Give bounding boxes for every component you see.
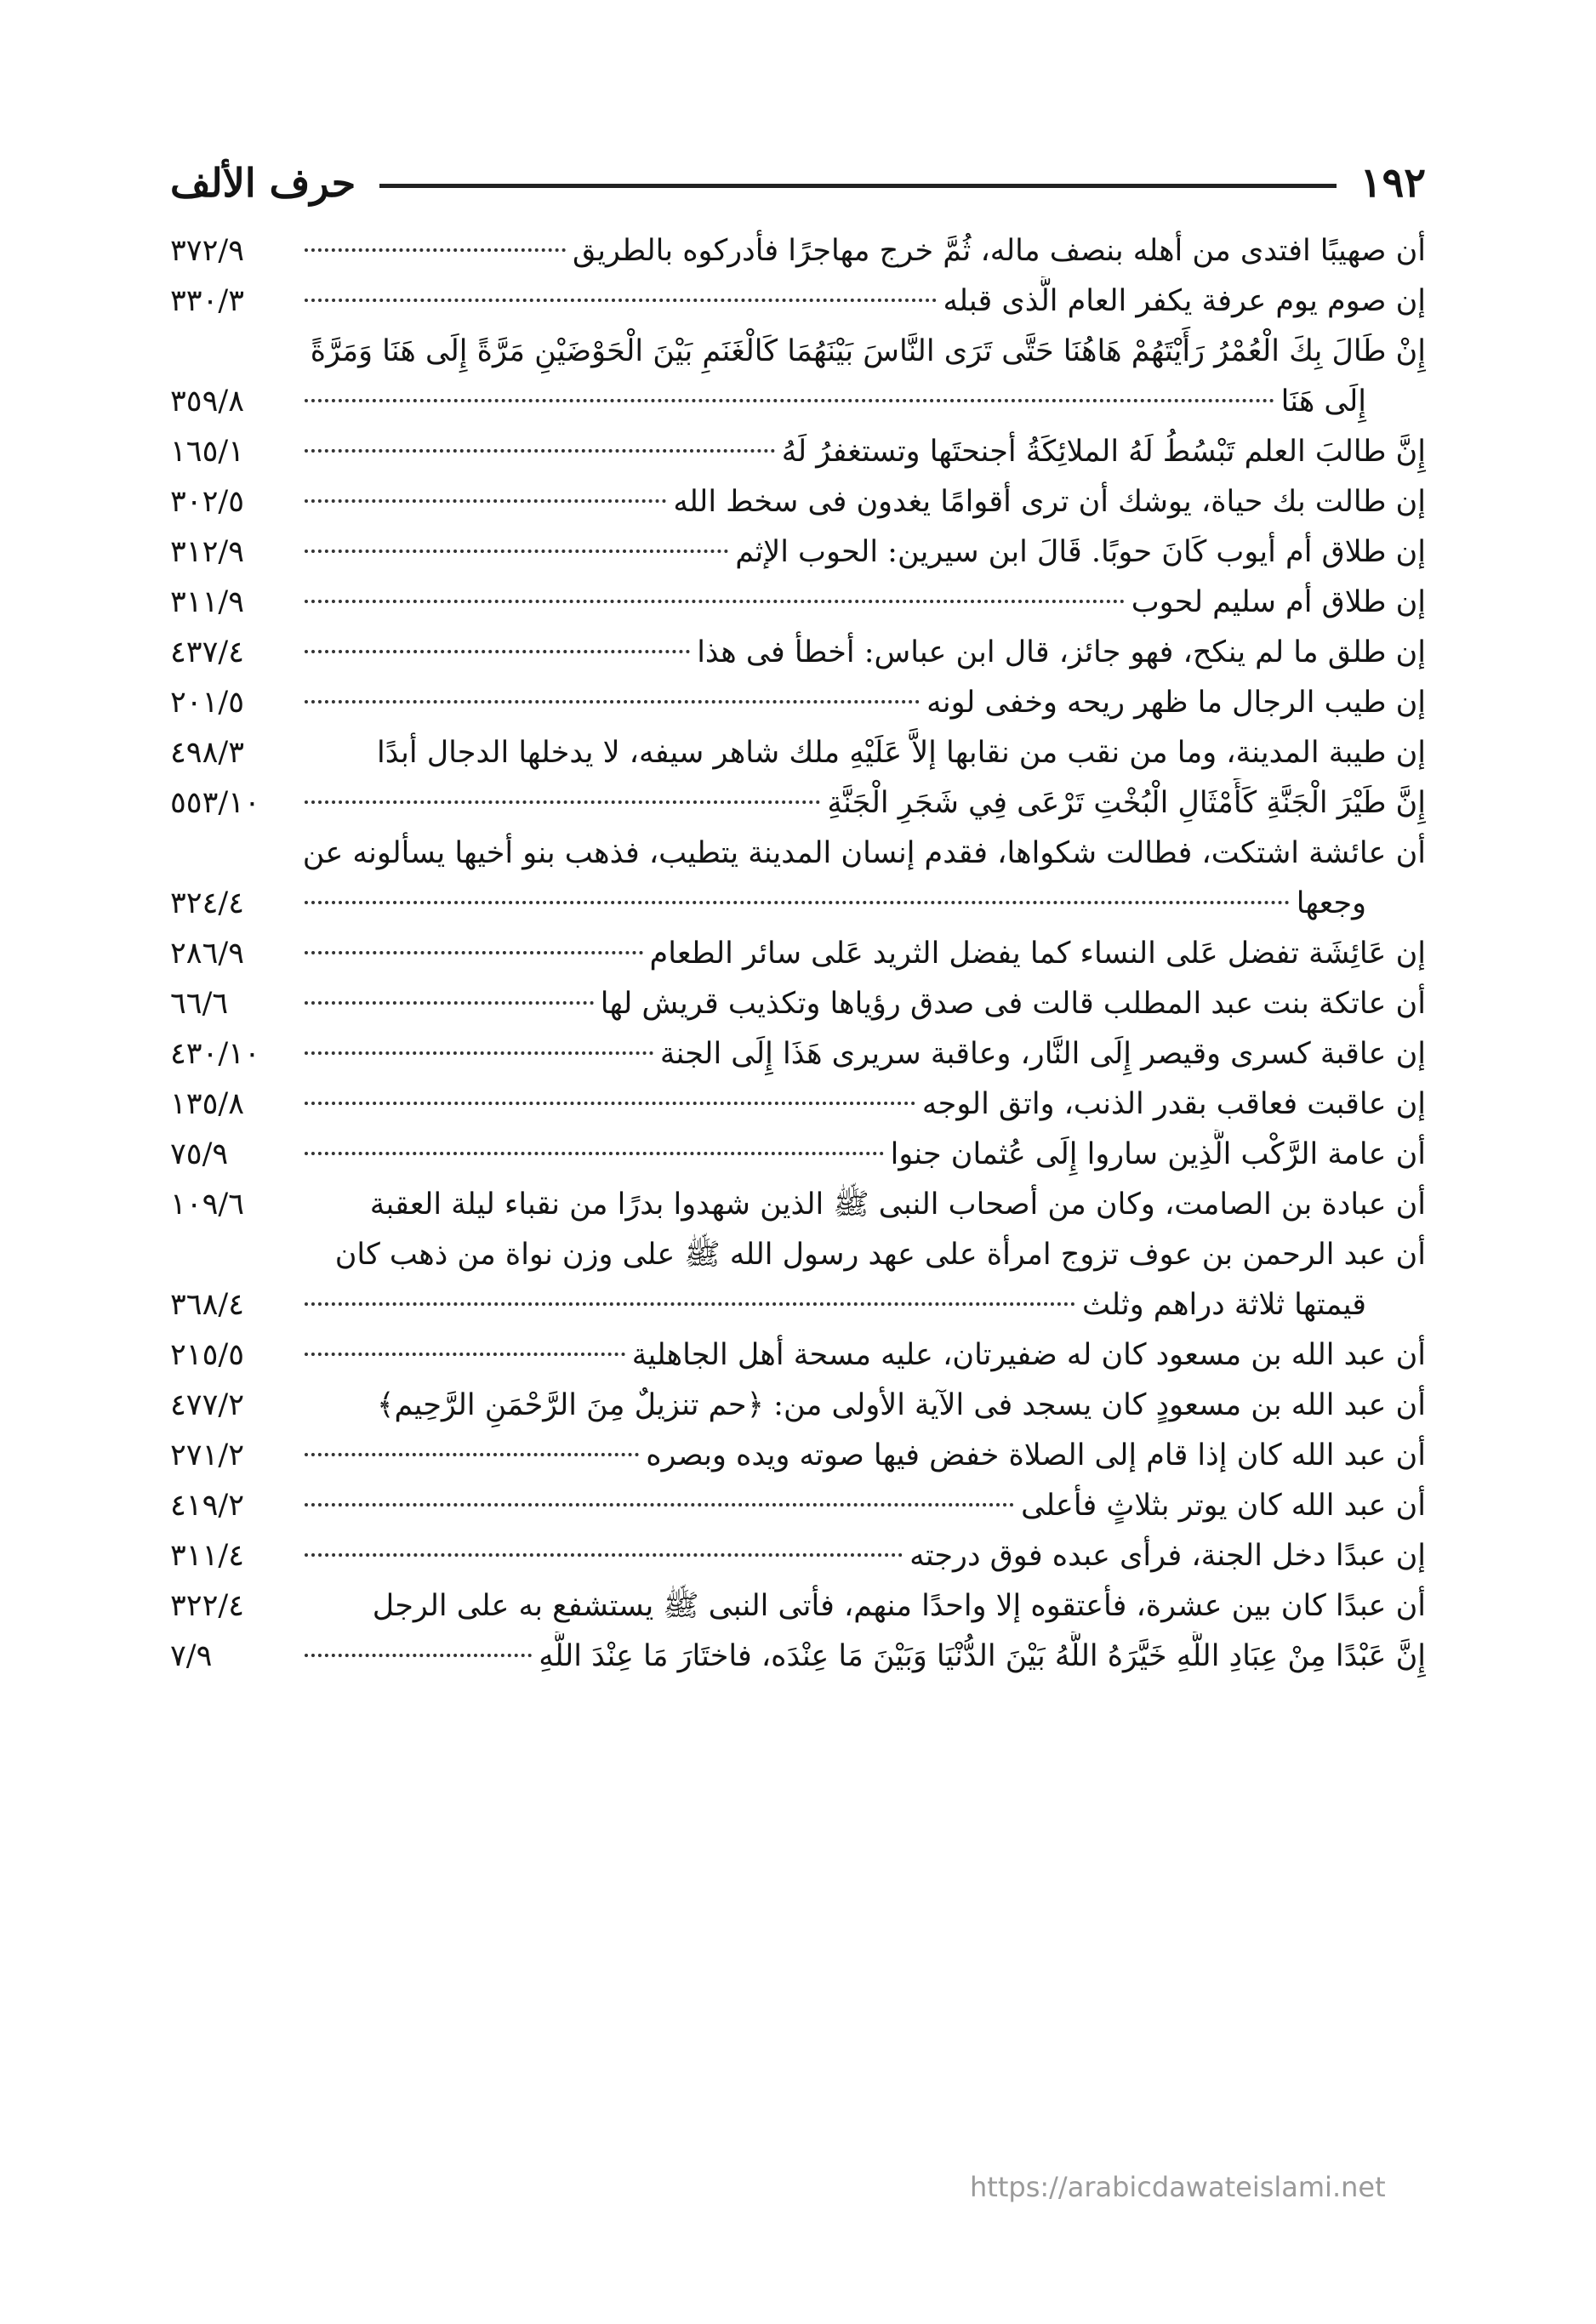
index-entry: [170, 678, 1426, 728]
index-entry: [170, 427, 1426, 477]
volume-page-reference: ٤٣٧/٤: [170, 635, 244, 669]
entry-text: أن عائشة اشتكت، فطالت شكواها، فقدم إنسان المدينة يتطيب، فذهب بنو أخيها يسألونه عن: [302, 836, 1426, 870]
dot-leader: [305, 1503, 1014, 1507]
volume-page-reference: ٣٣٠/٣: [170, 284, 244, 318]
dot-leader: [305, 951, 643, 954]
entry-text: إن صوم يوم عرفة يكفر العام الَّذى قبله: [943, 284, 1426, 318]
index-entry: [170, 1531, 1426, 1581]
entry-line: [170, 1330, 1426, 1381]
volume-page-reference: ٢٧١/٢: [170, 1438, 244, 1472]
entry-line: [170, 1481, 1426, 1531]
index-entries: [170, 226, 1426, 1682]
volume-page-reference: ٢١٥/٥: [170, 1338, 244, 1372]
dot-leader: [305, 1302, 1075, 1306]
entry-continuation-text: إِلَى هَنَا: [1280, 384, 1366, 419]
entry-text: أن صهيبًا افتدى من أهله بنصف ماله، ثُمَّ خرج مهاجرًا فأدركوه بالطريق: [573, 234, 1426, 268]
entry-line: [170, 226, 1426, 276]
dot-leader: [305, 700, 920, 703]
page-header: [170, 145, 1426, 221]
dot-leader: [305, 1353, 625, 1356]
entry-text: إن طيبة المدينة، وما من نقب من نقابها إلاَّ عَلَيْهِ ملك شاهر سيفه، لا يدخلها الدجال أبدًا: [377, 736, 1426, 770]
dot-leader: [305, 800, 820, 804]
section-title: حرف الألف: [170, 160, 356, 206]
index-entry: [170, 829, 1426, 929]
index-entry: [170, 1230, 1426, 1330]
entry-line: [170, 427, 1426, 477]
index-entry: [170, 1330, 1426, 1381]
index-entry: [170, 578, 1426, 628]
index-entry: [170, 1581, 1426, 1632]
index-entry: [170, 929, 1426, 979]
index-entry: [170, 628, 1426, 678]
entry-continuation-text: قيمتها ثلاثة دراهم وثلث: [1082, 1288, 1366, 1322]
index-entry: [170, 477, 1426, 527]
index-entry: [170, 778, 1426, 829]
entry-line: [170, 1581, 1426, 1632]
index-entry: [170, 1180, 1426, 1230]
entry-continuation-line: [170, 377, 1426, 427]
dot-leader: [305, 550, 728, 553]
entry-line: [170, 1079, 1426, 1130]
entry-line: [170, 477, 1426, 527]
entry-line: [170, 1180, 1426, 1230]
dot-leader: [305, 1654, 532, 1657]
dot-leader: [305, 499, 666, 503]
entry-text: إن عاقبت فعاقب بقدر الذنب، واتق الوجه: [921, 1087, 1426, 1121]
dot-leader: [305, 600, 1125, 603]
entry-text: إن طالت بك حياة، يوشك أن ترى أقوامًا يغدون فى سخط الله: [673, 485, 1426, 519]
volume-page-reference: ٤١٩/٢: [170, 1489, 244, 1523]
entry-text: أن عامة الرَّكْب الَّذِين ساروا إِلَى عُثمان جنوا: [890, 1137, 1426, 1171]
header-rule: [379, 184, 1336, 188]
entry-text: إن طيب الرجال ما ظهر ريحه وخفى لونه: [926, 686, 1426, 720]
entry-line: [170, 1130, 1426, 1180]
index-entry: [170, 327, 1426, 427]
volume-page-reference: ٣١١/٩: [170, 585, 244, 619]
dot-leader: [305, 1102, 915, 1105]
index-entry: [170, 1130, 1426, 1180]
entry-text: إن عاقبة كسرى وقيصر إِلَى النَّار، وعاقبة سريرى هَذَا إِلَى الجنة: [659, 1037, 1426, 1071]
index-entry: [170, 1381, 1426, 1431]
entry-text: أن عبد الله بن مسعود كان له ضفيرتان، عليه مسحة أهل الجاهلية: [631, 1338, 1426, 1372]
entry-line: [170, 778, 1426, 829]
entry-text: إِنَّ عَبْدًا مِنْ عِبَادِ اللَّهِ خَيَّرَهُ اللَّهُ بَيْنَ الدُّنْيَا وَبَيْنَ مَا عِنْدَه، فاختَارَ مَا عِنْدَ اللَّهِ: [539, 1639, 1426, 1673]
entry-text: إن طلاق أم سليم لحوب: [1131, 585, 1426, 619]
entry-text: إن عبدًا دخل الجنة، فرأى عبده فوق درجته: [909, 1539, 1426, 1573]
volume-page-reference: ٣٧٢/٩: [170, 234, 244, 268]
dot-leader: [305, 1051, 653, 1055]
volume-page-reference: ١٣٥/٨: [170, 1087, 244, 1121]
entry-line: [170, 578, 1426, 628]
volume-page-reference: ٣٦٨/٤: [170, 1288, 244, 1322]
index-entry: [170, 1079, 1426, 1130]
entry-line: [170, 728, 1426, 778]
volume-page-reference: ٧٥/٩: [170, 1137, 229, 1171]
entry-line: [170, 979, 1426, 1029]
dot-leader: [305, 1001, 594, 1005]
dot-leader: [305, 1453, 639, 1456]
volume-page-reference: ٣١٢/٩: [170, 535, 244, 569]
index-entry: [170, 1029, 1426, 1079]
entry-line: [170, 1632, 1426, 1682]
entry-text: أن عبد الله كان إذا قام إلى الصلاة خفض فيها صوته ويده وبصره: [646, 1438, 1426, 1472]
entry-text: إِنَّ طَيْرَ الْجَنَّةِ كَأَمْثَالِ الْبُخْتِ تَرْعَى فِي شَجَرِ الْجَنَّةِ: [827, 786, 1426, 820]
volume-page-reference: ٤٧٧/٢: [170, 1388, 244, 1422]
entry-continuation-line: [170, 1280, 1426, 1330]
entry-line: [170, 1029, 1426, 1079]
volume-page-reference: ١٦٥/١: [170, 435, 244, 469]
volume-page-reference: ١٠٩/٦: [170, 1188, 244, 1222]
volume-page-reference: ٣٢٤/٤: [170, 886, 244, 920]
volume-page-reference: ٦٦/٦: [170, 987, 229, 1021]
entry-line: [170, 1381, 1426, 1431]
dot-leader: [305, 1152, 884, 1155]
entry-line: [170, 628, 1426, 678]
volume-page-reference: ٣٠٢/٥: [170, 485, 244, 519]
dot-leader: [305, 399, 1274, 402]
entry-text: إن عَائِشَة تفضل عَلى النساء كما يفضل الثريد عَلى سائر الطعام: [649, 937, 1426, 971]
index-entry: [170, 276, 1426, 327]
index-entry: [170, 728, 1426, 778]
volume-page-reference: ٣٥٩/٨: [170, 384, 244, 419]
entry-line: [170, 1531, 1426, 1581]
volume-page-reference: ٣١١/٤: [170, 1539, 244, 1573]
entry-text: إن طلق ما لم ينكح، فهو جائز، قال ابن عباس: أخطأ فى هذا: [697, 635, 1426, 669]
entry-text: أن عبادة بن الصامت، وكان من أصحاب النبى ﷺ الذين شهدوا بدرًا من نقباء ليلة العقبة: [369, 1188, 1426, 1222]
index-entry: [170, 1431, 1426, 1481]
index-entry: [170, 527, 1426, 578]
index-entry: [170, 979, 1426, 1029]
dot-leader: [305, 901, 1290, 904]
dot-leader: [305, 1553, 903, 1557]
entry-text: إِنْ طَالَ بِكَ الْعُمْرُ رَأَيْتَهُمْ هَاهُنَا حَتَّى تَرَى النَّاسَ بَيْنَهُمَا كَالْغَنَمِ بَيْنَ الْحَوْضَيْنِ مَرَّةً إِلَى هَنَا وَمَرَّةً: [310, 334, 1426, 368]
entry-text: إِنَّ طالبَ العلم تَبْسُطُ لَهُ الملائِكَةُ أجنحتَها وتستغفرُ لَهُ: [781, 435, 1426, 469]
page-number: ١٩٢: [1359, 159, 1426, 207]
volume-page-reference: ٥٥٣/١٠: [170, 786, 260, 820]
entry-text: أن عاتكة بنت عبد المطلب قالت فى صدق رؤياها وتكذيب قريش لها: [600, 987, 1426, 1021]
entry-continuation-line: [170, 879, 1426, 929]
entry-line: [170, 1431, 1426, 1481]
entry-line: [170, 527, 1426, 578]
index-entry: [170, 1632, 1426, 1682]
entry-text: أن عبدًا كان بين عشرة، فأعتقوه إلا واحدًا منهم، فأتى النبى ﷺ يستشفع به على الرجل: [372, 1589, 1426, 1623]
entry-line: [170, 1230, 1426, 1280]
entry-text: أن عبد الرحمن بن عوف تزوج امرأة على عهد رسول الله ﷺ على وزن نواة من ذهب كان: [334, 1238, 1426, 1272]
volume-page-reference: ٣٢٢/٤: [170, 1589, 244, 1623]
dot-leader: [305, 299, 937, 302]
entry-text: إن طلاق أم أيوب كَانَ حوبًا. قَالَ ابن سيرين: الحوب الإثم: [735, 535, 1426, 569]
index-entry: [170, 226, 1426, 276]
entry-line: [170, 327, 1426, 377]
dot-leader: [305, 650, 690, 653]
entry-line: [170, 929, 1426, 979]
volume-page-reference: ٤٩٨/٣: [170, 736, 244, 770]
volume-page-reference: ٧/٩: [170, 1639, 213, 1673]
entry-continuation-text: وجعها: [1296, 886, 1366, 920]
volume-page-reference: ٤٣٠/١٠: [170, 1037, 260, 1071]
entry-text: أن عبد الله كان يوتر بثلاثٍ فأعلى: [1021, 1489, 1426, 1523]
dot-leader: [305, 449, 775, 453]
entry-line: [170, 678, 1426, 728]
index-entry: [170, 1481, 1426, 1531]
entry-line: [170, 829, 1426, 879]
dot-leader: [305, 248, 566, 252]
volume-page-reference: ٢٠١/٥: [170, 686, 244, 720]
entry-line: [170, 276, 1426, 327]
watermark-url: https://arabicdawateislami.net: [970, 2171, 1386, 2203]
entry-text: أن عبد الله بن مسعودٍ كان يسجد فى الآية الأولى من: ﴿حم تنزيلٌ مِنَ الرَّحْمَنِ الرَّحِيم﴾: [376, 1388, 1426, 1422]
volume-page-reference: ٢٨٦/٩: [170, 937, 244, 971]
